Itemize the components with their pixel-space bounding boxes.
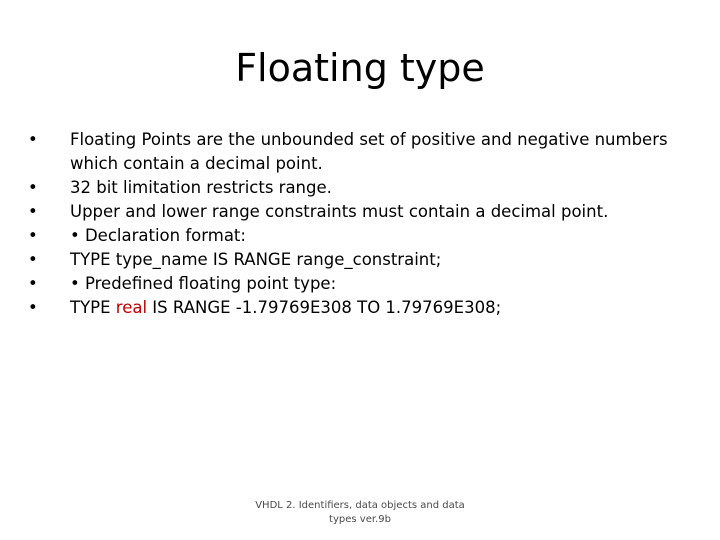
bullet-item: [28, 200, 678, 224]
bullet-text: 32 bit limitation restricts range.: [70, 178, 332, 197]
bullet-text: Floating Points are the unbounded set of positive and negative numbers which contain a decimal point.: [70, 130, 668, 173]
bullet-text-prefix: TYPE: [70, 298, 116, 317]
bullet-item: [28, 176, 678, 200]
slide-title: Floating type: [235, 46, 485, 90]
bullet-mark: •: [28, 274, 38, 293]
bullet-mark: •: [28, 130, 38, 149]
slide-footer: VHDL 2. Identifiers, data objects and data types ver.9b: [255, 500, 465, 525]
highlighted-keyword: real: [115, 298, 148, 317]
bullet-list: [28, 128, 678, 320]
bullet-text: TYPE type_name IS RANGE range_constraint;: [70, 250, 442, 269]
bullet-item: [28, 296, 678, 320]
bullet-mark: •: [28, 178, 38, 197]
bullet-mark: •: [28, 202, 38, 221]
bullet-item: [28, 224, 678, 248]
bullet-mark: •: [28, 226, 38, 245]
bullet-text: Upper and lower range constraints must contain a decimal point.: [70, 202, 609, 221]
bullet-text: • Declaration format:: [70, 226, 246, 245]
bullet-item: [28, 128, 678, 176]
bullet-item: [28, 248, 678, 272]
bullet-mark: •: [28, 250, 38, 269]
bullet-item: [28, 272, 678, 296]
bullet-text-suffix: IS RANGE -1.79769E308 TO 1.79769E308;: [147, 298, 502, 317]
bullet-mark: •: [28, 298, 38, 317]
bullet-text: • Predefined floating point type:: [70, 274, 337, 293]
